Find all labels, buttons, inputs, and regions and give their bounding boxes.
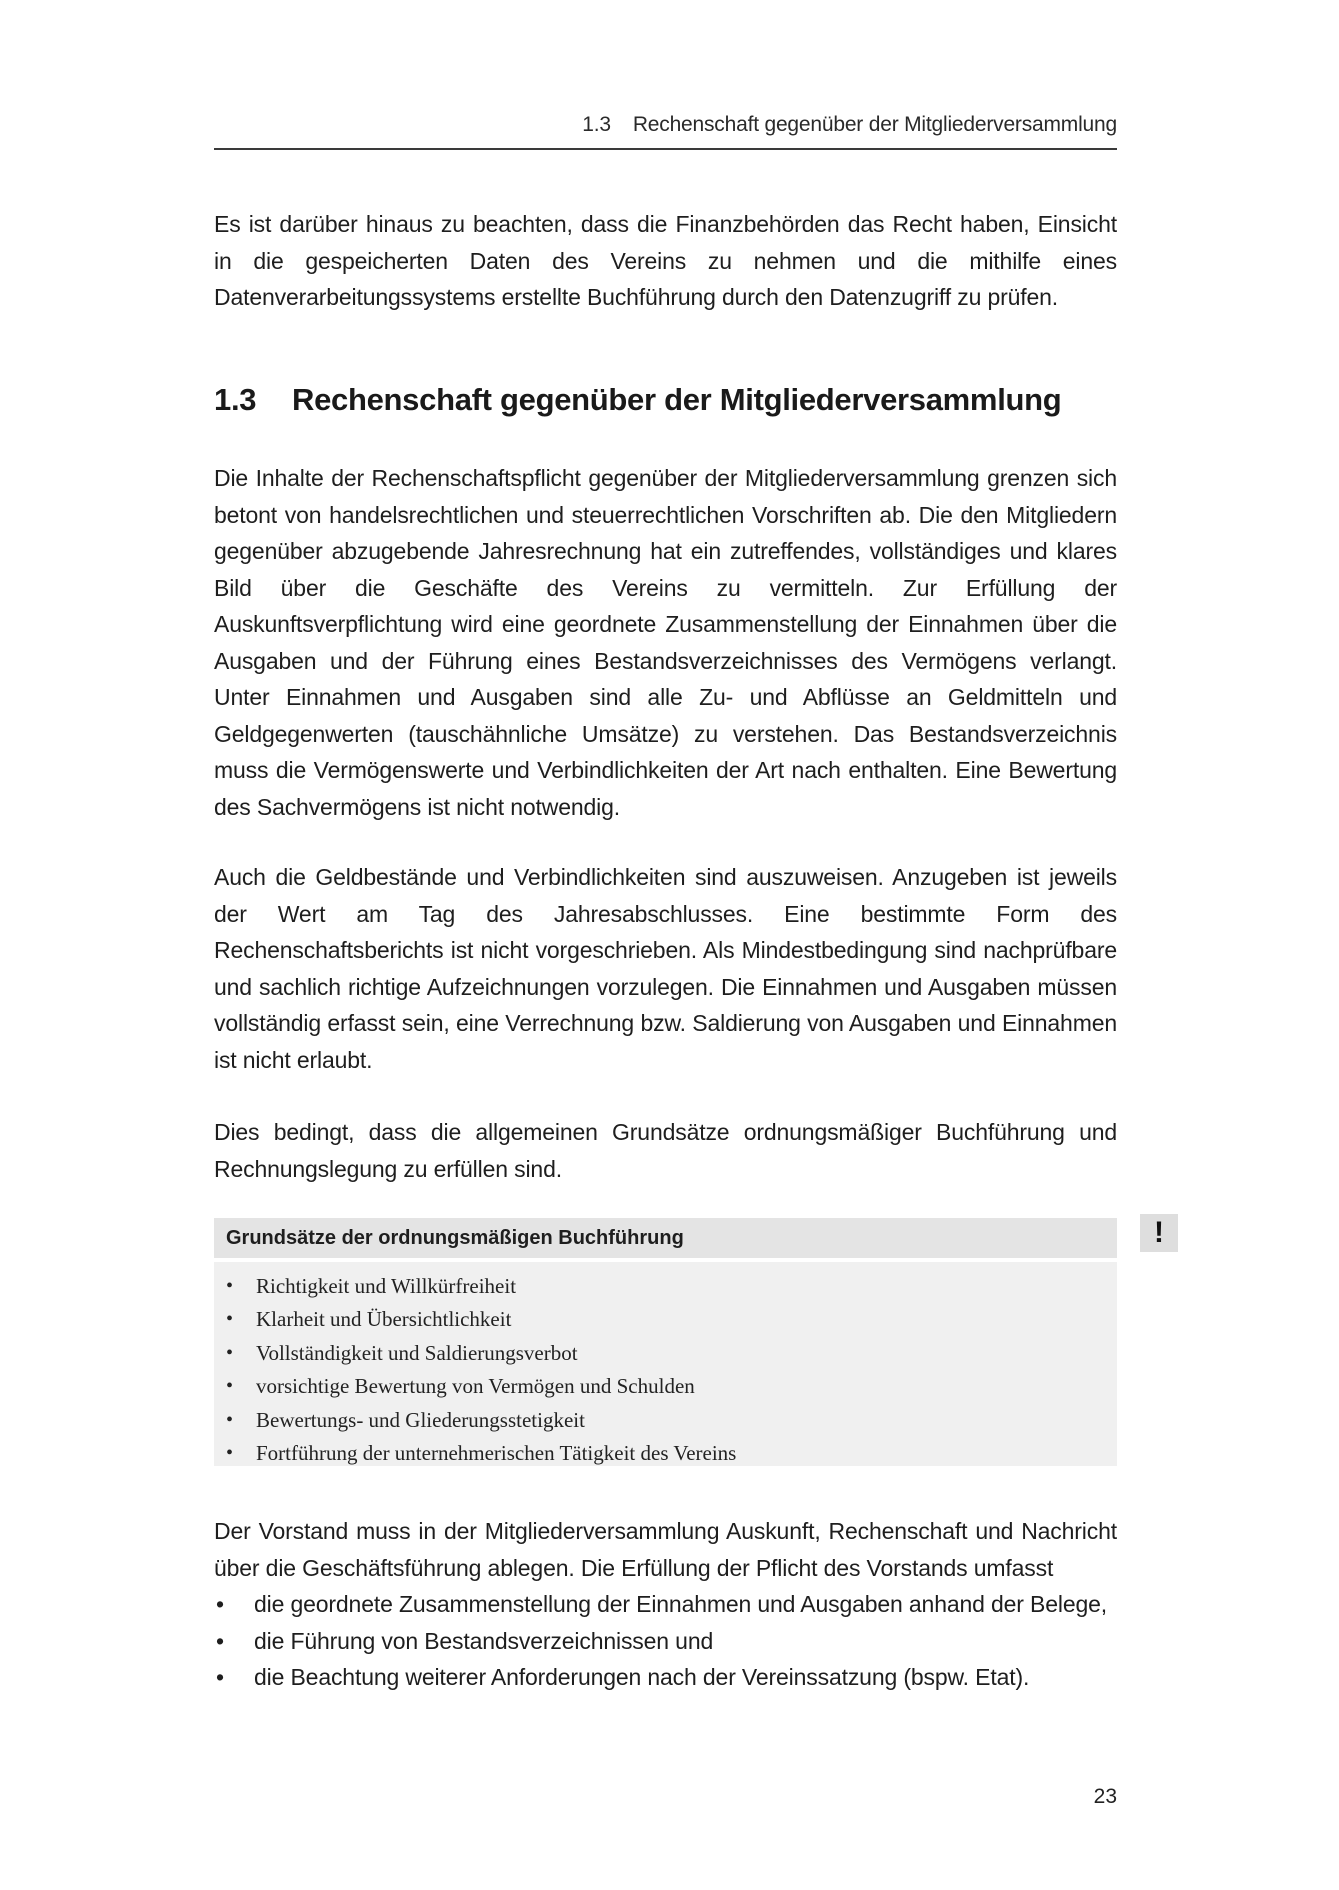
paragraph-principles-intro: Dies bedingt, dass die allgemeinen Grundsätze ordnungsmäßiger Buchführung und Rechnungslegung zu erfüllen sind. xyxy=(214,1119,1117,1182)
info-box-header xyxy=(214,1218,1117,1258)
board-duties-list xyxy=(214,1586,1117,1696)
list-item xyxy=(214,1623,1117,1660)
list-item xyxy=(214,1586,1117,1623)
section-number: 1.3 xyxy=(214,382,257,417)
paragraph-board-duties: Der Vorstand muss in der Mitgliederversammlung Auskunft, Rechenschaft und Nachricht über die Geschäftsführung ablegen. Die Erfüllung der Pflicht des Vorstands umfasst xyxy=(214,1518,1117,1581)
bullet-icon: • xyxy=(226,1408,234,1431)
bullet-icon: • xyxy=(216,1591,224,1617)
section-title: Rechenschaft gegenüber der Mitgliederversammlung xyxy=(292,382,1062,417)
info-box-title: Grundsätze der ordnungsmäßigen Buchführung xyxy=(226,1227,684,1249)
list-item-text: die Führung von Bestandsverzeichnissen und xyxy=(254,1627,714,1654)
list-item xyxy=(214,1437,736,1470)
document-page xyxy=(214,0,1117,1890)
intro-paragraph: Es ist darüber hinaus zu beachten, dass die Finanzbehörden das Recht haben, Einsicht in die gespeicherten Daten des Vereins zu nehmen und die mithilfe eines Datenverarbeitungssystems erstellte Buchführung durch den Datenzugriff zu prüfen. xyxy=(214,211,1117,310)
page-number: 23 xyxy=(1093,1785,1117,1808)
bullet-icon: • xyxy=(226,1308,234,1331)
list-item xyxy=(214,1659,1117,1696)
list-item xyxy=(214,1370,736,1403)
bullet-icon: • xyxy=(226,1441,234,1464)
list-item xyxy=(214,1270,736,1303)
list-item-text: die Beachtung weiterer Anforderungen nach der Vereinssatzung (bspw. Etat). xyxy=(254,1664,1030,1690)
bullet-icon: • xyxy=(226,1375,234,1398)
bullet-icon: • xyxy=(226,1341,234,1364)
list-item xyxy=(214,1337,736,1370)
paragraph-accountability: Die Inhalte der Rechenschaftspflicht gegenüber der Mitgliederversammlung grenzen sich betont von handelsrechtlichen und steuerrechtlichen Vorschriften ab. Die den Mitgliedern gegenüber abzugebende Jahresrechnung hat ein zutreffendes, vollständiges und klares Bild über die Geschäfte des Vereins zu vermitteln. Zur Erfüllung der Auskunftsverpflichtung wird eine geordnete Zusammenstellung der Einnahmen über die Ausgaben und der Führung eines Bestandsverzeichnisses des Vermögens verlangt. Unter Einnahmen und Ausgaben sind alle Zu- und Abflüsse an Geldmitteln und Geldgegenwerten (tauschähnliche Umsätze) zu verstehen. Das Bestandsverzeichnis muss die Vermögenswerte und Verbindlichkeiten der Art nach enthalten. Eine Bewertung des Sachvermögens ist nicht notwendig. xyxy=(214,465,1117,820)
bullet-icon: • xyxy=(216,1627,224,1654)
exclamation-icon: ! xyxy=(1140,1214,1178,1252)
info-box-list xyxy=(214,1270,736,1470)
list-item-text: Bewertungs- und Gliederungsstetigkeit xyxy=(256,1407,585,1432)
bullet-icon: • xyxy=(216,1664,224,1690)
running-header xyxy=(582,113,1117,137)
running-header-title: Rechenschaft gegenüber der Mitgliederversammlung xyxy=(632,113,1117,136)
section-heading xyxy=(214,382,1117,418)
paragraph-cash-holdings: Auch die Geldbestände und Verbindlichkeiten sind auszuweisen. Anzugeben ist jeweils der Wert am Tag des Jahresabschlusses. Eine bestimmte Form des Rechenschaftsberichts ist nicht vorgeschrieben. Als Mindestbedingung sind nachprüfbare und sachlich richtige Aufzeichnungen vorzulegen. Die Einnahmen und Ausgaben müssen vollständig erfasst sein, eine Verrechnung bzw. Saldierung von Ausgaben und Einnahmen ist nicht erlaubt. xyxy=(214,864,1117,1073)
header-rule xyxy=(214,148,1117,150)
info-box-body xyxy=(214,1262,1117,1466)
list-item xyxy=(214,1303,736,1336)
running-header-number: 1.3 xyxy=(582,113,611,136)
list-item-text: Fortführung der unternehmerischen Tätigkeit des Vereins xyxy=(256,1440,737,1465)
list-item-text: Klarheit und Übersichtlichkeit xyxy=(256,1307,512,1332)
list-item-text: Vollständigkeit und Saldierungsverbot xyxy=(256,1340,578,1365)
list-item-text: vorsichtige Bewertung von Vermögen und Schulden xyxy=(256,1374,695,1399)
list-item xyxy=(214,1404,736,1437)
bullet-icon: • xyxy=(226,1275,234,1297)
list-item-text: Richtigkeit und Willkürfreiheit xyxy=(256,1274,517,1298)
list-item-text: die geordnete Zusammenstellung der Einnahmen und Ausgaben anhand der Belege, xyxy=(254,1591,1107,1617)
